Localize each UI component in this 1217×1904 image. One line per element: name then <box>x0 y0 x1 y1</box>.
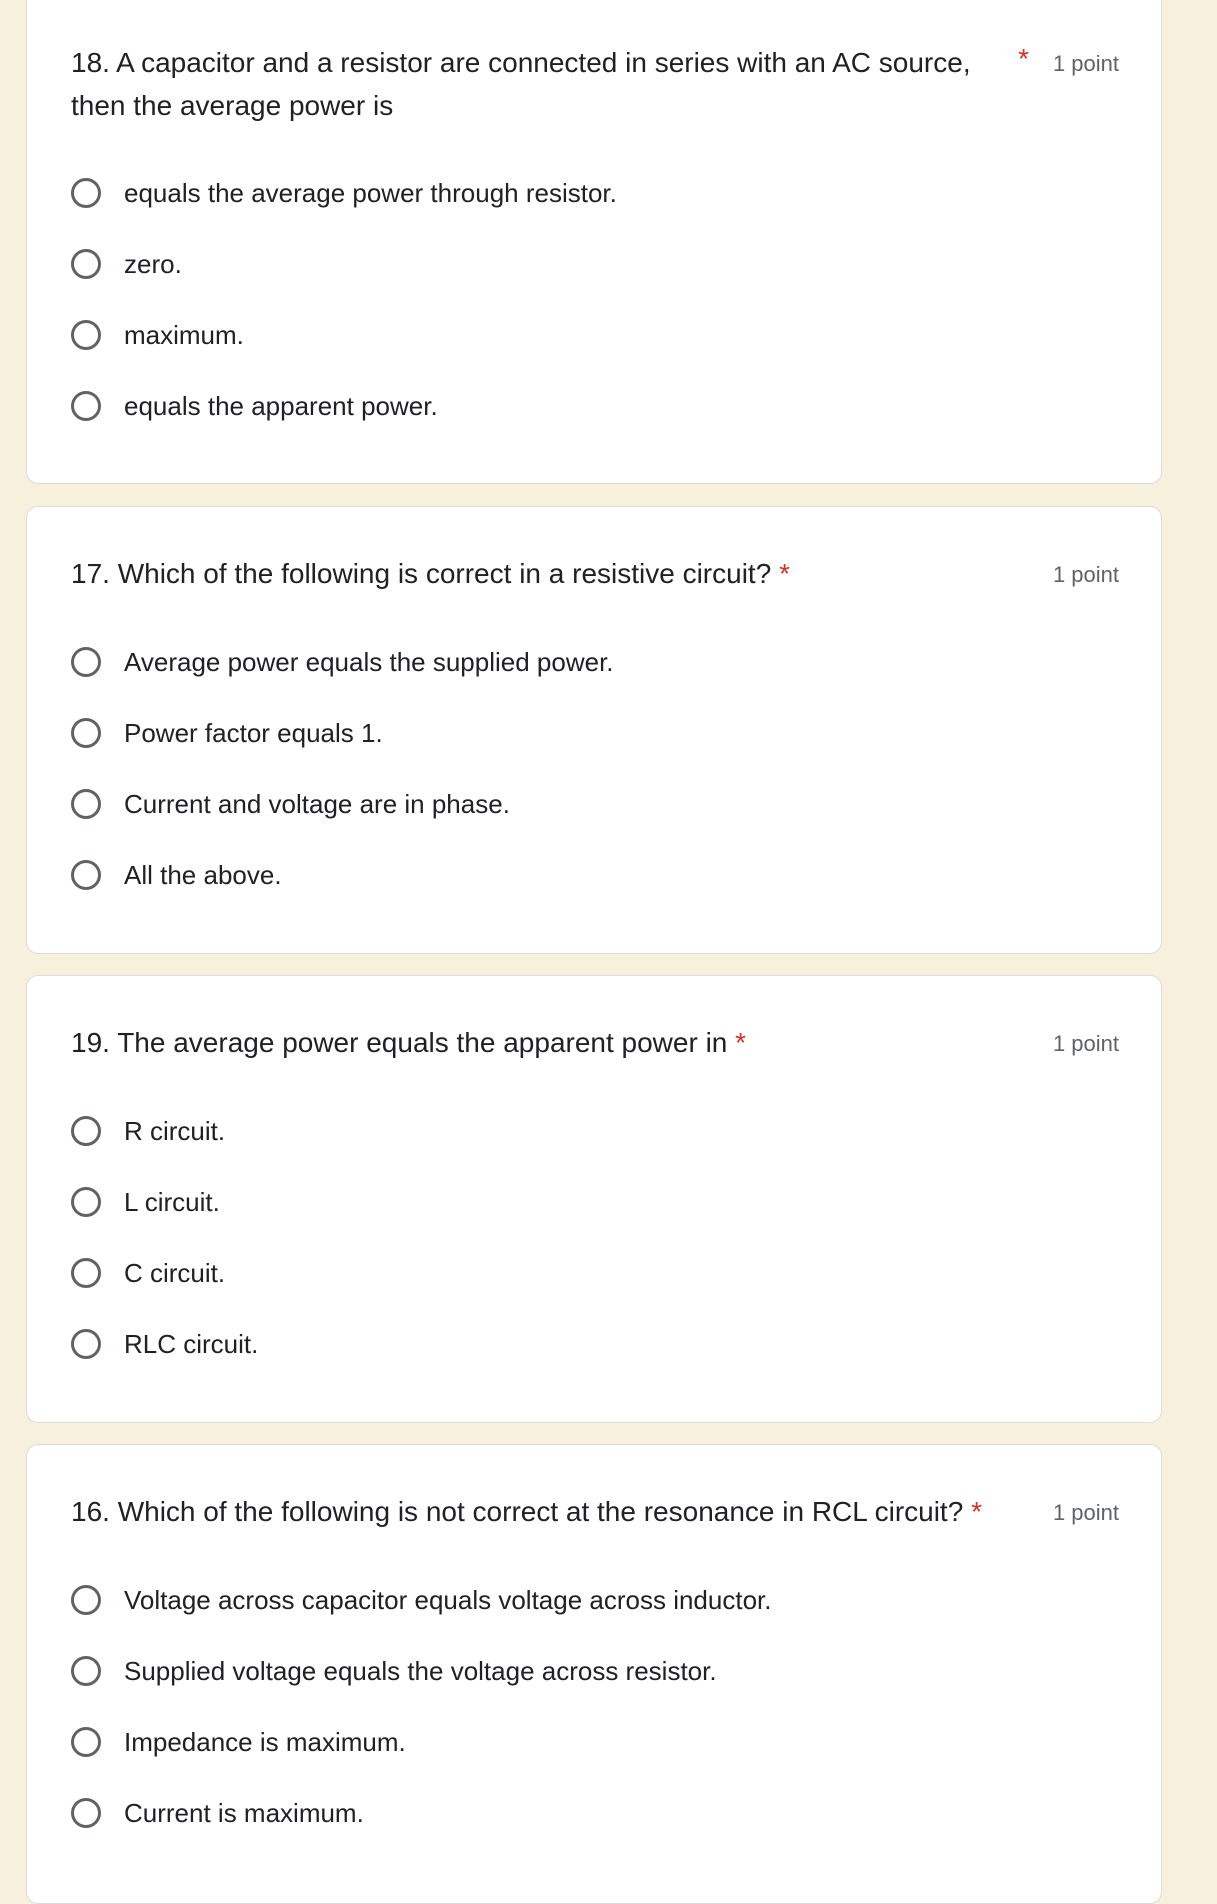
radio-button[interactable] <box>71 1656 101 1686</box>
radio-button[interactable] <box>71 1187 101 1217</box>
question-title-line-1: 18. A capacitor and a resistor are connected in series with an AC source, <box>71 47 971 78</box>
required-star: * <box>1018 43 1029 74</box>
question-title <box>71 41 971 127</box>
question-title <box>71 552 790 595</box>
question-card-18 <box>26 0 1162 484</box>
required-star: * <box>735 1027 747 1058</box>
option-label: zero. <box>124 248 182 279</box>
option-1[interactable] <box>71 1646 717 1696</box>
option-3[interactable] <box>71 381 438 431</box>
question-card-16 <box>26 1444 1162 1904</box>
radio-button[interactable] <box>71 647 101 677</box>
option-label: maximum. <box>124 319 244 350</box>
option-label: Power factor equals 1. <box>124 717 383 748</box>
question-title <box>71 1021 746 1064</box>
radio-button[interactable] <box>71 178 101 208</box>
radio-button[interactable] <box>71 718 101 748</box>
option-0[interactable] <box>71 1575 772 1625</box>
option-label: Current and voltage are in phase. <box>124 788 510 819</box>
points-label: 1 point <box>1052 1031 1119 1056</box>
option-label: equals the apparent power. <box>124 390 438 421</box>
option-label: L circuit. <box>124 1186 220 1217</box>
option-label: C circuit. <box>124 1257 226 1288</box>
option-2[interactable] <box>71 1717 406 1767</box>
question-header <box>71 41 1119 131</box>
option-0[interactable] <box>71 637 614 687</box>
points-label: 1 point <box>1052 51 1119 76</box>
radio-button[interactable] <box>71 320 101 350</box>
question-title-line-2: then the average power is <box>71 90 394 121</box>
option-label: Current is maximum. <box>124 1797 364 1828</box>
points-label: 1 point <box>1052 1500 1119 1525</box>
question-header <box>71 552 1119 602</box>
required-star: * <box>779 558 790 589</box>
radio-button[interactable] <box>71 789 101 819</box>
radio-button[interactable] <box>71 1116 101 1146</box>
question-title-text: 17. Which of the following is correct in a resistive circuit? <box>71 558 772 589</box>
question-card-19 <box>26 975 1162 1423</box>
option-label: Voltage across capacitor equals voltage across inductor. <box>124 1584 772 1615</box>
radio-button[interactable] <box>71 249 101 279</box>
option-label: Average power equals the supplied power. <box>124 646 614 677</box>
option-1[interactable] <box>71 1177 220 1227</box>
option-3[interactable] <box>71 850 282 900</box>
option-1[interactable] <box>71 239 182 289</box>
radio-button[interactable] <box>71 1798 101 1828</box>
required-star: * <box>971 1496 982 1527</box>
radio-button[interactable] <box>71 860 101 890</box>
question-title <box>71 1490 982 1533</box>
option-label: All the above. <box>124 859 282 890</box>
option-3[interactable] <box>71 1319 258 1369</box>
option-3[interactable] <box>71 1788 364 1838</box>
option-2[interactable] <box>71 310 244 360</box>
option-0[interactable] <box>71 168 617 218</box>
option-label: RLC circuit. <box>124 1328 259 1359</box>
option-2[interactable] <box>71 779 510 829</box>
question-header <box>71 1021 1119 1071</box>
question-title-text: 16. Which of the following is not correct at the resonance in RCL circuit? <box>71 1496 964 1527</box>
radio-button[interactable] <box>71 1258 101 1288</box>
option-0[interactable] <box>71 1106 225 1156</box>
question-title-text: 19. The average power equals the apparent power in <box>71 1027 728 1058</box>
option-label: R circuit. <box>124 1115 226 1146</box>
radio-button[interactable] <box>71 391 101 421</box>
radio-button[interactable] <box>71 1585 101 1615</box>
option-1[interactable] <box>71 708 383 758</box>
question-header <box>71 1490 1119 1540</box>
radio-button[interactable] <box>71 1727 101 1757</box>
question-card-17 <box>26 506 1162 954</box>
option-label: Supplied voltage equals the voltage across resistor. <box>124 1655 717 1686</box>
radio-button[interactable] <box>71 1329 101 1359</box>
option-label: equals the average power through resistor. <box>124 177 617 208</box>
option-2[interactable] <box>71 1248 225 1298</box>
points-label: 1 point <box>1052 562 1119 587</box>
option-label: Impedance is maximum. <box>124 1726 406 1757</box>
